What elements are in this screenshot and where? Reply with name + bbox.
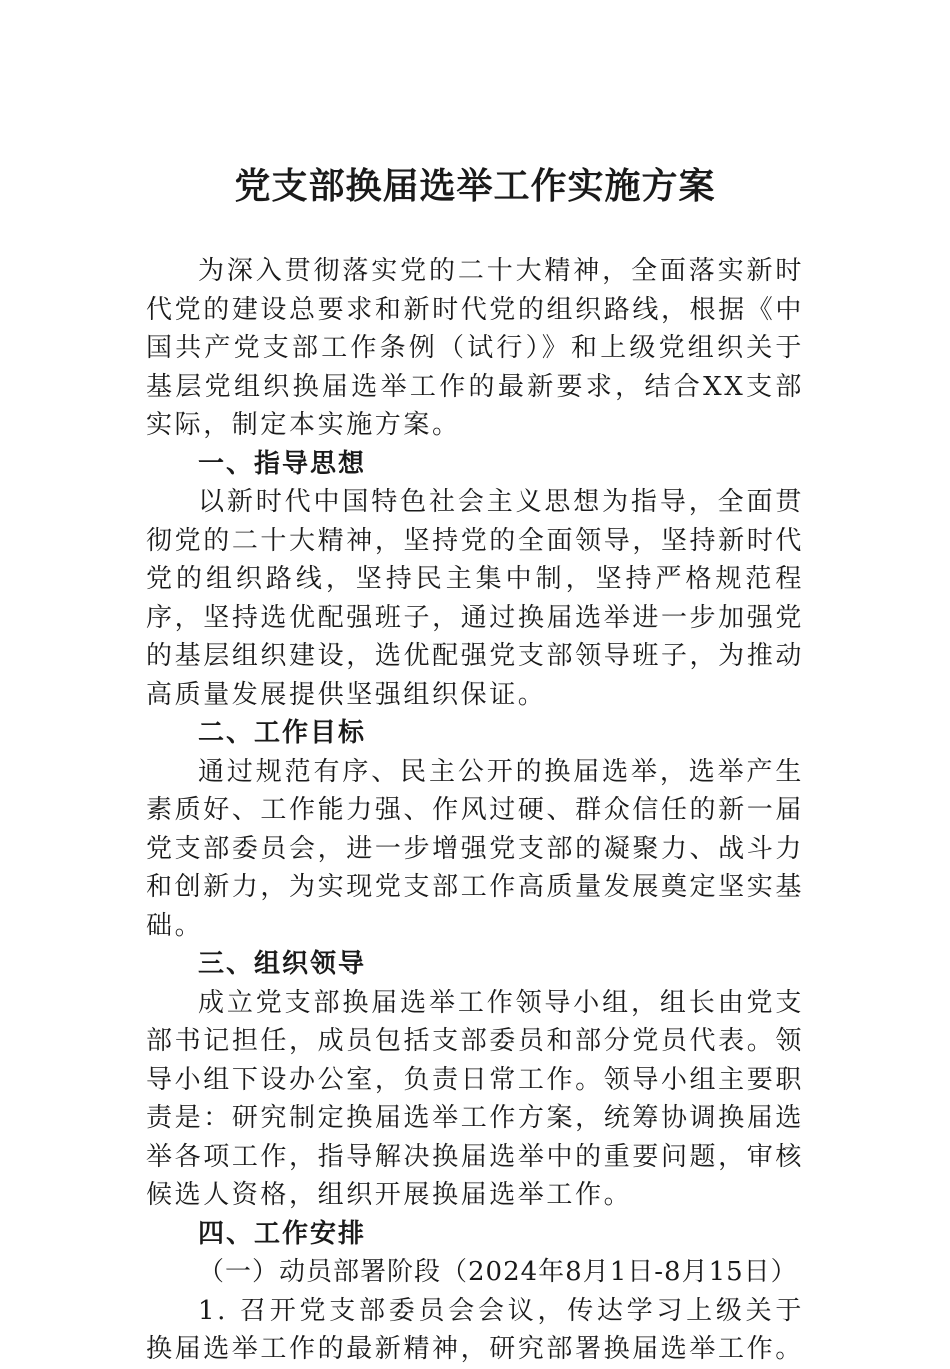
section-heading-leadership: 三、组织领导 xyxy=(198,949,367,979)
intro-paragraph: 为深入贯彻落实党的二十大精神，全面落实新时代党的建设总要求和新时代党的组织路线，根据《中国共产党支部工作条例（试行）》和上级党组织关于基层党组织换届选举工作的最新要求，结合XX支部实际，制定本实施方案。 xyxy=(146,256,804,440)
section-heading-work-goal: 二、工作目标 xyxy=(198,718,367,748)
subsection-heading-mobilization: （一）动员部署阶段（2024年8月1日-8月15日） xyxy=(198,1257,798,1287)
document-title: 党支部换届选举工作实施方案 xyxy=(234,165,716,207)
document-body xyxy=(146,252,804,1369)
section-heading-work-schedule: 四、工作安排 xyxy=(198,1218,367,1249)
section-heading-guiding-thought: 一、指导思想 xyxy=(198,448,367,479)
section-paragraph-leadership: 成立党支部换届选举工作领导小组，组长由党支部书记担任，成员包括支部委员和部分党员代表。领导小组下设办公室，负责日常工作。领导小组主要职责是：研究制定换届选举工作方案，统筹协调换届选举各项工作，指导解决换届选举中的重要问题，审核候选人资格，组织开展换届选举工作。 xyxy=(146,987,804,1210)
section-paragraph-work-schedule: 1. 召开党支部委员会会议，传达学习上级关于换届选举工作的最新精神，研究部署换届选举工作。 xyxy=(146,1295,804,1364)
section-paragraph-guiding-thought: 以新时代中国特色社会主义思想为指导，全面贯彻党的二十大精神，坚持党的全面领导，坚持新时代党的组织路线，坚持民主集中制，坚持严格规范程序，坚持选优配强班子，通过换届选举进一步加强党的基层组织建设，选优配强党支部领导班子，为推动高质量发展提供坚强组织保证。 xyxy=(146,487,804,710)
section-paragraph-work-goal: 通过规范有序、民主公开的换届选举，选举产生素质好、工作能力强、作风过硬、群众信任的新一届党支部委员会，进一步增强党支部的凝聚力、战斗力和创新力，为实现党支部工作高质量发展奠定坚实基础。 xyxy=(146,756,804,941)
